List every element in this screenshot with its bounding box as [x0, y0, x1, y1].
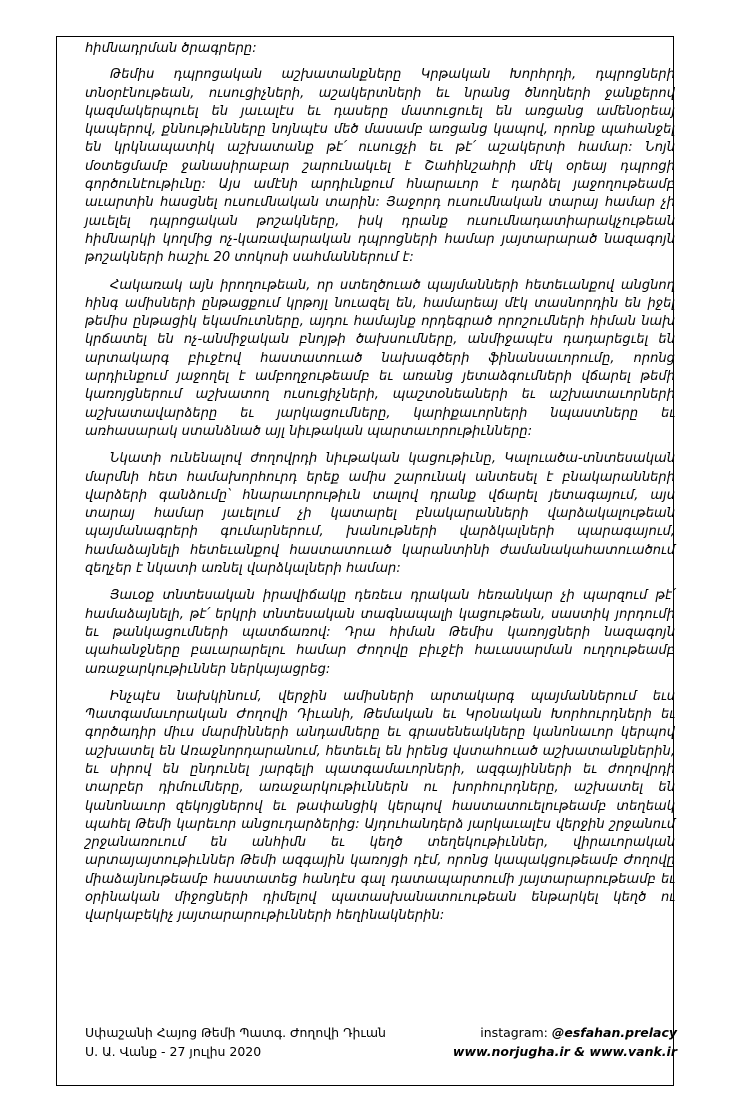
document-body	[85, 40, 675, 935]
website-links[interactable]: www.norjugha.ir & www.vank.ir	[452, 1044, 677, 1059]
paragraph-rentals: Նկատի ունենալով ժողովրդի նիւթական կացութիւնը, Կալուածա-տնտեսական մարմնի հետ համախորհուրդ երեք ամիս շարունակ անտեսել է բնակարանների վարձերի գանձումը՝ հնարաւորութիւն տալով դրանք վճարել յետագայում, այս տարայ համար յաւելում չի կատարել բնակարանների վարձակալութեան պայմանագրերի գումարներում, խանութների վարձկալների պարագայում, համաձայնելի հետեւանքով հաստատուած կարանտինի ժամանակահատուածում զեղչեր է նկատի առնել վարձկալների համար:	[85, 451, 675, 577]
date-line: Ս. Ա. Վանք - 27 յուլիս 2020	[85, 1044, 262, 1059]
signature-line: Սփաշանի Հայոց Թեմի Պատգ. Ժողովի Դիւան	[85, 1025, 386, 1040]
instagram-line	[453, 1023, 677, 1042]
instagram-handle[interactable]: @esfahan.prelacy	[551, 1025, 677, 1040]
paragraph-finances: Հակառակ այն իրողութեան, որ ստեղծուած պայմանների հետեւանքով անցնող հինգ ամիսների ընթացքում կրթոյլ նուազել են, համարեայ մէկ տասնորդին են իջել թեմիս ընթացիկ եկամուտները, այդու համայնք որդեգրած որոշումների հիման նախ կրճատել են ոչ-անմիջական բնոյթի ծախսումները, անմիջապէս դադարեցւել են արտակարգ բիւջէով հաստատուած նախագծերի ֆինանսաւորումը, որոնց արդիւնքում յաջողել է ամբողջութեամբ եւ առանց յետաձգումների վճարել թեմի կառոյցներում աշխատող ուսուցիչների, պաշտօնեաների եւ աշխատաւորների աշխատավարձերը եւ յարկացումները, կարիքաւորների նպաստները եւ առհասարակ ստանձնած այլ նիւթական պարտաւորութիւնները:	[85, 277, 675, 439]
footer-signature	[85, 1023, 386, 1061]
section-heading: հիմնադրման ծրագրերը:	[85, 41, 257, 56]
paragraph-economy: Յաւօք տնտեսական իրավիճակը դեռեւս դրական հեռանկար չի պարզում թէ՛ համաձայնելի, թէ՛ երկրի տնտեսական տագնապալի կացութեան, սաստիկ յորդումի եւ թանկացումների պատճառով: Դրա հիման Թեմիս կառոյցների նազագոյն պահանջները բաւարարելու համար Ժողովը բիւջէի հաւասարման ուղղութեամբ առաջարկութիւններ ներկայացրեց:	[85, 588, 675, 677]
paragraph-schools: Թեմիս դպրոցական աշխատանքները Կրթական Խորհրդի, դպրոցների տնօրէնութեան, ուսուցիչների, աշակերտների եւ նրանց ծնողների ջանքերով կազմակերպուել են յաւալէս եւ դասերը մատուցուել են առցանց ամենօրեայ կապերով, քննութիւնները նոյնպէս մեծ մասամբ առցանց կապով, որոնք պահանջել են կրկնապատիկ աշխատանք թէ՛ ուսուցչի եւ թէ՛ աշակերտի համար: Նոյն մօտեցմամբ ջանասիրաբար շարունակւել է Շահինշահրի մէկ օրեայ դպրոցի գործունէութիւնը: Այս ամէնի արդիւնքում հնարաւոր է դարձել յաջողութեամբ աւարտին հասցնել ուսումնական տարին: Յաջորդ ուսումնական տարայ համար չի յաւելել դպրոցական թոշակները, իսկ դրանք ուսումնադատիարակչութեան հիմնարկի կողմից ոչ-կառավարական դպրոցների համար յայտարարած նազագոյն թոշակների հաշիւ 20 տոկոսի սահմաններում է:	[85, 67, 675, 266]
instagram-label: instagram:	[480, 1025, 552, 1040]
footer-contacts	[453, 1023, 677, 1061]
paragraph-administration: Ինչպէս նախկինում, վերջին ամիսների արտակարգ պայմաններում եւս Պատգամաւորական Ժողովի Դիւանի, Թեմական եւ Կրօնական Խորհուրդների եւ գործադիր միւս մարմինների անդամները եւ գրասենեակները կանոնաւոր կերպով աշխատել են Առաջնորդարանում, հետեւել են իրենց վստահուած աշխատանքներին, եւ սիրով են ընդունել յարգելի պատգամաւորների, ազգայինների եւ ժողովրդի տարբեր դիմումները, առաջարկութիւններն ու խորհուրդները, աշխատել են կանոնաւոր զեկոյցներով եւ թափանցիկ կերպով հաստատուելութեամբ տեղեակ պահել Թեմի կարեւոր անցուդարձերից: Այդուհանդերձ յարկաւալէս վերջին շրջանում շրջանառուում են անհիմն եւ կեղծ տեղեկութիւններ, վիրաւորական արտայայտութիւններ Թեմի ազգային կառոյցի դէմ, որոնց կապակցութեամբ Ժողովը միաձայնութեամբ հաստատեց հանդէս գալ դատապարտումի յայտարարութեամբ եւ օրինական միջոցների դիմելով պատասխանատուութեան ենթարկել կեղծ ու վարկաբեկիչ յայտարարութիւնների հեղինակներին:	[85, 688, 675, 924]
